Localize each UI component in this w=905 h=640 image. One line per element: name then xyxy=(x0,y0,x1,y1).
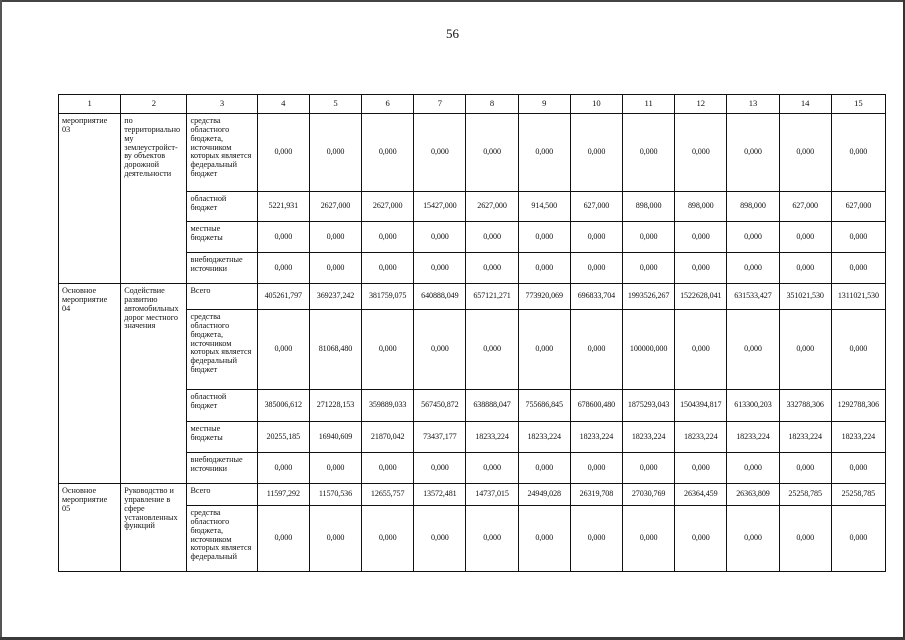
amount-cell: 1311021,530 xyxy=(831,284,885,310)
amount-cell: 1504394,817 xyxy=(675,390,727,422)
column-number: 12 xyxy=(675,95,727,114)
amount-cell: 755686,845 xyxy=(518,390,570,422)
amount-cell: 0,000 xyxy=(362,222,414,253)
amount-cell: 18233,224 xyxy=(623,422,675,453)
amount-cell: 0,000 xyxy=(779,114,831,192)
amount-cell: 0,000 xyxy=(623,453,675,484)
budget-table xyxy=(58,94,886,572)
amount-cell: 73437,177 xyxy=(414,422,466,453)
amount-cell: 0,000 xyxy=(518,453,570,484)
amount-cell: 405261,797 xyxy=(257,284,309,310)
amount-cell: 0,000 xyxy=(623,506,675,572)
funding-source: средства областного бюджета, источником которых является федеральный xyxy=(187,506,257,572)
amount-cell: 0,000 xyxy=(309,453,361,484)
amount-cell: 381759,075 xyxy=(362,284,414,310)
funding-source: средства областного бюджета, источником которых является федеральный бюджет xyxy=(187,114,257,192)
amount-cell: 18233,224 xyxy=(779,422,831,453)
amount-cell: 631533,427 xyxy=(727,284,779,310)
amount-cell: 0,000 xyxy=(675,310,727,390)
amount-cell: 21870,042 xyxy=(362,422,414,453)
amount-cell: 0,000 xyxy=(466,114,518,192)
amount-cell: 0,000 xyxy=(727,253,779,284)
amount-cell: 0,000 xyxy=(414,310,466,390)
column-number: 10 xyxy=(570,95,622,114)
amount-cell: 0,000 xyxy=(570,453,622,484)
amount-cell: 0,000 xyxy=(570,310,622,390)
amount-cell: 0,000 xyxy=(779,506,831,572)
column-number-row xyxy=(59,95,886,114)
amount-cell: 0,000 xyxy=(309,114,361,192)
amount-cell: 27030,769 xyxy=(623,484,675,506)
amount-cell: 0,000 xyxy=(257,114,309,192)
scan-border xyxy=(0,0,2,640)
amount-cell: 0,000 xyxy=(831,310,885,390)
amount-cell: 0,000 xyxy=(727,222,779,253)
amount-cell: 0,000 xyxy=(309,506,361,572)
amount-cell: 613300,203 xyxy=(727,390,779,422)
amount-cell: 2627,000 xyxy=(362,192,414,222)
amount-cell: 0,000 xyxy=(623,253,675,284)
measure-description: Содействие развитию автомобильных дорог местного значения xyxy=(121,284,187,484)
amount-cell: 18233,224 xyxy=(675,422,727,453)
page-number: 56 xyxy=(446,26,459,41)
column-number: 9 xyxy=(518,95,570,114)
amount-cell: 0,000 xyxy=(727,506,779,572)
amount-cell: 914,500 xyxy=(518,192,570,222)
column-number: 4 xyxy=(257,95,309,114)
amount-cell: 0,000 xyxy=(362,453,414,484)
amount-cell: 26319,708 xyxy=(570,484,622,506)
column-number: 1 xyxy=(59,95,121,114)
amount-cell: 0,000 xyxy=(570,506,622,572)
amount-cell: 627,000 xyxy=(570,192,622,222)
column-number: 5 xyxy=(309,95,361,114)
amount-cell: 567450,872 xyxy=(414,390,466,422)
column-number: 13 xyxy=(727,95,779,114)
amount-cell: 0,000 xyxy=(466,453,518,484)
table-row xyxy=(59,114,886,192)
amount-cell: 0,000 xyxy=(362,253,414,284)
amount-cell: 0,000 xyxy=(414,222,466,253)
funding-source: областной бюджет xyxy=(187,192,257,222)
amount-cell: 0,000 xyxy=(779,253,831,284)
amount-cell: 0,000 xyxy=(257,253,309,284)
amount-cell: 25258,785 xyxy=(831,484,885,506)
amount-cell: 0,000 xyxy=(727,453,779,484)
amount-cell: 0,000 xyxy=(362,310,414,390)
amount-cell: 1292788,306 xyxy=(831,390,885,422)
amount-cell: 26364,459 xyxy=(675,484,727,506)
funding-source: местные бюджеты xyxy=(187,222,257,253)
funding-source: средства областного бюджета, источником которых является федеральный бюджет xyxy=(187,310,257,390)
amount-cell: 369237,242 xyxy=(309,284,361,310)
amount-cell: 0,000 xyxy=(257,453,309,484)
amount-cell: 0,000 xyxy=(414,253,466,284)
column-number: 3 xyxy=(187,95,257,114)
column-number: 15 xyxy=(831,95,885,114)
amount-cell: 0,000 xyxy=(257,222,309,253)
amount-cell: 0,000 xyxy=(414,506,466,572)
amount-cell: 18233,224 xyxy=(727,422,779,453)
amount-cell: 0,000 xyxy=(518,253,570,284)
amount-cell: 627,000 xyxy=(779,192,831,222)
amount-cell: 0,000 xyxy=(727,114,779,192)
amount-cell: 627,000 xyxy=(831,192,885,222)
amount-cell: 678600,480 xyxy=(570,390,622,422)
amount-cell: 0,000 xyxy=(675,114,727,192)
amount-cell: 16940,609 xyxy=(309,422,361,453)
amount-cell: 15427,000 xyxy=(414,192,466,222)
amount-cell: 0,000 xyxy=(518,310,570,390)
amount-cell: 2627,000 xyxy=(309,192,361,222)
amount-cell: 12655,757 xyxy=(362,484,414,506)
amount-cell: 638888,047 xyxy=(466,390,518,422)
amount-cell: 0,000 xyxy=(831,222,885,253)
measure-label: Основное мероприятие 05 xyxy=(59,484,121,572)
amount-cell: 0,000 xyxy=(570,114,622,192)
funding-source: местные бюджеты xyxy=(187,422,257,453)
amount-cell: 0,000 xyxy=(623,222,675,253)
amount-cell: 696833,704 xyxy=(570,284,622,310)
amount-cell: 18233,224 xyxy=(518,422,570,453)
amount-cell: 0,000 xyxy=(309,222,361,253)
amount-cell: 0,000 xyxy=(362,114,414,192)
amount-cell: 332788,306 xyxy=(779,390,831,422)
amount-cell: 25258,785 xyxy=(779,484,831,506)
amount-cell: 0,000 xyxy=(257,310,309,390)
amount-cell: 0,000 xyxy=(779,310,831,390)
funding-source: областной бюджет xyxy=(187,390,257,422)
amount-cell: 0,000 xyxy=(518,114,570,192)
amount-cell: 0,000 xyxy=(675,222,727,253)
column-number: 7 xyxy=(414,95,466,114)
amount-cell: 0,000 xyxy=(309,253,361,284)
amount-cell: 1993526,267 xyxy=(623,284,675,310)
funding-source: внебюджетные источники xyxy=(187,253,257,284)
amount-cell: 351021,530 xyxy=(779,284,831,310)
amount-cell: 14737,015 xyxy=(466,484,518,506)
amount-cell: 20255,185 xyxy=(257,422,309,453)
amount-cell: 0,000 xyxy=(831,506,885,572)
amount-cell: 657121,271 xyxy=(466,284,518,310)
scan-border xyxy=(0,0,905,2)
measure-description: Руководство и управление в сфере установленных функций xyxy=(121,484,187,572)
amount-cell: 271228,153 xyxy=(309,390,361,422)
amount-cell: 5221,931 xyxy=(257,192,309,222)
amount-cell: 0,000 xyxy=(466,222,518,253)
funding-source: внебюджетные источники xyxy=(187,453,257,484)
amount-cell: 0,000 xyxy=(518,222,570,253)
amount-cell: 0,000 xyxy=(831,453,885,484)
amount-cell: 26363,809 xyxy=(727,484,779,506)
amount-cell: 0,000 xyxy=(831,253,885,284)
amount-cell: 0,000 xyxy=(675,453,727,484)
amount-cell: 2627,000 xyxy=(466,192,518,222)
amount-cell: 0,000 xyxy=(570,222,622,253)
funding-source: Всего xyxy=(187,484,257,506)
amount-cell: 81068,480 xyxy=(309,310,361,390)
amount-cell: 0,000 xyxy=(570,253,622,284)
amount-cell: 0,000 xyxy=(466,506,518,572)
amount-cell: 0,000 xyxy=(831,114,885,192)
amount-cell: 0,000 xyxy=(257,506,309,572)
amount-cell: 0,000 xyxy=(675,253,727,284)
amount-cell: 13572,481 xyxy=(414,484,466,506)
amount-cell: 0,000 xyxy=(727,310,779,390)
amount-cell: 640888,049 xyxy=(414,284,466,310)
amount-cell: 359889,033 xyxy=(362,390,414,422)
amount-cell: 0,000 xyxy=(466,253,518,284)
column-number: 2 xyxy=(121,95,187,114)
amount-cell: 11597,292 xyxy=(257,484,309,506)
amount-cell: 1522628,041 xyxy=(675,284,727,310)
amount-cell: 100000,000 xyxy=(623,310,675,390)
column-number: 6 xyxy=(362,95,414,114)
amount-cell: 18233,224 xyxy=(831,422,885,453)
amount-cell: 18233,224 xyxy=(570,422,622,453)
table-row xyxy=(59,284,886,310)
amount-cell: 18233,224 xyxy=(466,422,518,453)
amount-cell: 0,000 xyxy=(675,506,727,572)
amount-cell: 773920,069 xyxy=(518,284,570,310)
amount-cell: 0,000 xyxy=(414,114,466,192)
amount-cell: 0,000 xyxy=(414,453,466,484)
measure-label: мероприятие 03 xyxy=(59,114,121,284)
amount-cell: 11570,536 xyxy=(309,484,361,506)
amount-cell: 898,000 xyxy=(623,192,675,222)
measure-label: Основное мероприятие 04 xyxy=(59,284,121,484)
column-number: 11 xyxy=(623,95,675,114)
amount-cell: 24949,028 xyxy=(518,484,570,506)
funding-source: Всего xyxy=(187,284,257,310)
amount-cell: 0,000 xyxy=(779,453,831,484)
amount-cell: 0,000 xyxy=(466,310,518,390)
amount-cell: 898,000 xyxy=(675,192,727,222)
amount-cell: 1875293,043 xyxy=(623,390,675,422)
column-number: 8 xyxy=(466,95,518,114)
amount-cell: 0,000 xyxy=(518,506,570,572)
table-row xyxy=(59,484,886,506)
amount-cell: 0,000 xyxy=(623,114,675,192)
column-number: 14 xyxy=(779,95,831,114)
amount-cell: 0,000 xyxy=(362,506,414,572)
amount-cell: 0,000 xyxy=(779,222,831,253)
amount-cell: 385006,612 xyxy=(257,390,309,422)
amount-cell: 898,000 xyxy=(727,192,779,222)
measure-description: по территориально му землеустройст- ву объектов дорожной деятельности xyxy=(121,114,187,284)
